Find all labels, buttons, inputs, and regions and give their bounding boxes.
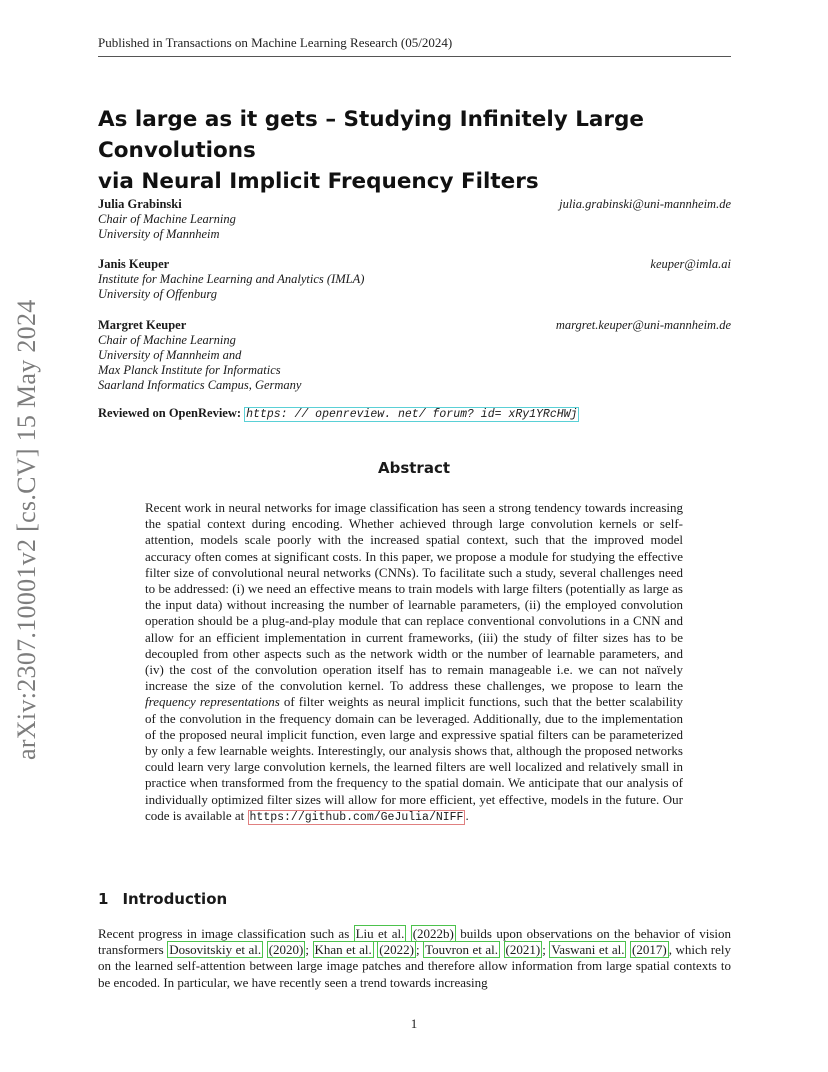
author-email[interactable]: keuper@imla.ai — [650, 257, 731, 271]
citation-year-link[interactable]: (2017) — [632, 942, 667, 958]
citation-link[interactable]: Dosovitskiy et al. — [169, 942, 262, 958]
openreview-line — [98, 406, 579, 421]
author-affiliation: University of Mannheim and — [98, 348, 242, 362]
citation-year-link[interactable]: (2020) — [268, 942, 304, 958]
abstract-heading: Abstract — [377, 459, 451, 477]
arxiv-identifier-stamp: arXiv:2307.10001v2 [cs.CV] 15 May 2024 — [12, 299, 41, 760]
author-name: Margret Keuper — [98, 318, 187, 332]
abstract-text: . — [465, 807, 469, 823]
openreview-label: Reviewed on OpenReview: — [98, 406, 242, 420]
abstract-body — [145, 500, 683, 826]
title-line-1: As large as it gets – Studying Infinitely Large Convolutions — [98, 107, 645, 163]
abstract-text: of filter weights as neural implicit functions, such that the better scalability of the convolution in the frequency domain can be leveraged. Additionally, due to the implementation of the proposed neural implicit function, even large and expressive spatial filters can be parameterized by only a few learnable weights. Interestingly, our analysis shows that, although the proposed networks could learn very large convolution kernels, the learned filters are well localized and relatively small in practice when transformed from the frequency to the spatial domain. We anticipate that our analysis of individually optimized filter sizes will allow for more efficient, yet effective, models in the future. Our code is available at — [145, 694, 683, 823]
running-header: Published in Transactions on Machine Learning Research (05/2024) — [98, 35, 731, 57]
page-number: 1 — [410, 1016, 418, 1031]
abstract-text: Recent work in neural networks for image classification has seen a strong tendency towards increasing the spatial context during encoding. Whether achieved through large convolution kernels or self-attention, models scale poorly with the increased spatial context, such that the improved model accuracy often comes at significant costs. In this paper, we propose a module for studying the effective filter size of convolutional neural networks (CNNs). To facilitate such a study, several challenges need to be addressed: (i) we need an effective means to train models with large filters (potentially as large as the input data) without increasing the number of learnable parameters, (ii) the employed convolution operation should be a plug-and-play module that can replace conventional convolutions in a CNN and allow for an efficient implementation in current frameworks, (iii) the study of filter sizes has to be decoupled from other aspects such as the network width or the number of learnable parameters, and (iv) the cost of the convolution operation itself has to remain manageable i.e. we can not naïvely increase the size of the convolution kernel. To address these challenges, we propose to learn the — [145, 500, 683, 694]
citation-year-link[interactable]: (2022) — [379, 942, 414, 958]
author-block-1 — [98, 197, 731, 242]
author-affiliation: Chair of Machine Learning — [98, 212, 236, 226]
author-block-3 — [98, 318, 731, 393]
title-line-2: via Neural Implicit Frequency Filters — [98, 169, 539, 194]
author-block-2 — [98, 257, 731, 302]
introduction-paragraph — [98, 926, 731, 991]
citation-link[interactable]: Liu et al. — [355, 926, 405, 941]
section-title: Introduction — [122, 890, 228, 908]
author-affiliation: Institute for Machine Learning and Analytics (IMLA) — [98, 272, 365, 286]
author-affiliation: Max Planck Institute for Informatics — [98, 363, 281, 377]
author-affiliation: Saarland Informatics Campus, Germany — [98, 378, 302, 392]
author-email[interactable]: julia.grabinski@uni-mannheim.de — [559, 197, 731, 211]
abstract-emphasis: frequency representations — [145, 694, 280, 710]
intro-text: builds upon observations on the behavior of vision transformers — [98, 926, 732, 958]
author-name: Julia Grabinski — [98, 197, 182, 211]
author-email[interactable]: margret.keuper@uni-mannheim.de — [555, 318, 731, 332]
openreview-link[interactable]: https: // openreview. net/ forum? id= xRy1YRcHWj — [246, 408, 578, 421]
intro-text: Recent progress in image classification such as — [98, 926, 354, 941]
citation-year-link[interactable]: (2021) — [505, 942, 541, 958]
citation-link[interactable]: Khan et al. — [314, 942, 372, 958]
section-heading-introduction — [98, 890, 227, 908]
author-affiliation: University of Mannheim — [98, 227, 220, 241]
section-number: 1 — [98, 890, 109, 908]
citation-link[interactable]: Touvron et al. — [425, 942, 499, 958]
author-name: Janis Keuper — [98, 257, 170, 271]
intro-separator: ; — [542, 942, 550, 958]
intro-text: , which rely on the learned self-attention between large image patches and therefore allow information from large spatial contexts to be encoded. In particular, we have recently seen a trend towards increasing — [98, 942, 731, 990]
code-repository-link[interactable]: https://github.com/GeJulia/NIFF — [249, 810, 464, 824]
paper-title — [98, 104, 758, 197]
intro-separator: ; — [305, 942, 313, 958]
author-affiliation: University of Offenburg — [98, 287, 217, 301]
citation-year-link[interactable]: (2022b) — [412, 926, 454, 941]
citation-link[interactable]: Vaswani et al. — [551, 942, 625, 958]
author-affiliation: Chair of Machine Learning — [98, 333, 236, 347]
intro-separator: ; — [415, 942, 424, 958]
